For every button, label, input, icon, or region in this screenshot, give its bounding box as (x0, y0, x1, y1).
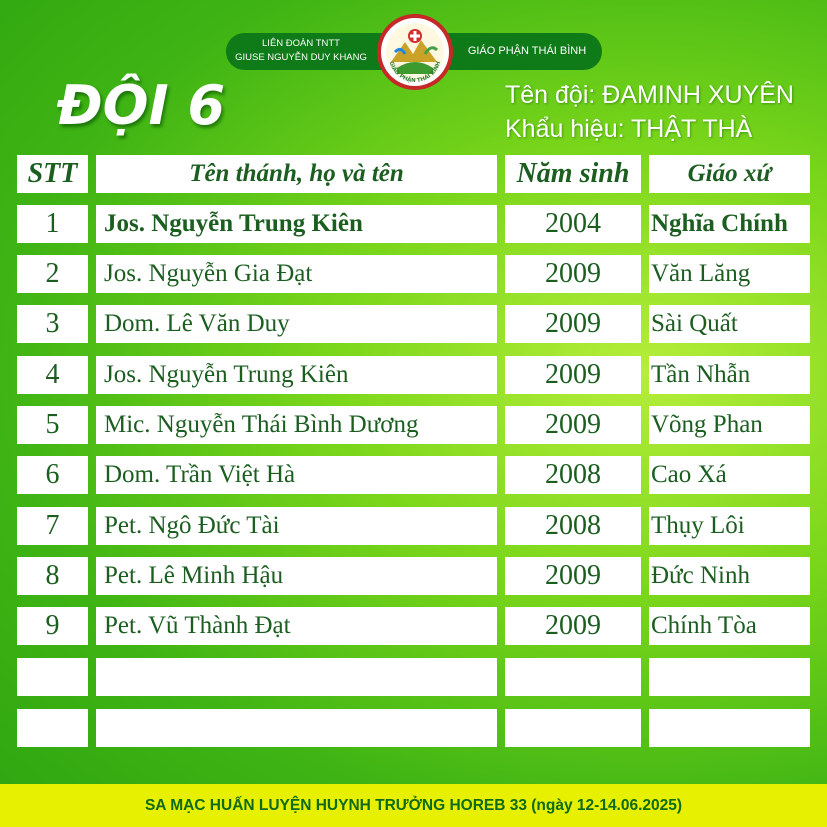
row-parish: Sài Quất (649, 305, 810, 343)
row-stt: 9 (17, 607, 88, 645)
row-parish: Văn Lăng (649, 255, 810, 293)
team-motto: Khẩu hiệu: THẬT THÀ (505, 115, 753, 143)
row-birth-year: 2009 (505, 356, 641, 394)
row-name (96, 709, 497, 747)
row-name: Mic. Nguyễn Thái Bình Dương (96, 406, 497, 444)
row-birth-year: 2009 (505, 305, 641, 343)
row-name: Pet. Vũ Thành Đạt (96, 607, 497, 645)
row-stt: 5 (17, 406, 88, 444)
row-parish: Thụy Lôi (649, 507, 810, 545)
row-stt: 3 (17, 305, 88, 343)
row-name: Jos. Nguyễn Trung Kiên (96, 356, 497, 394)
row-birth-year (505, 658, 641, 696)
row-birth-year (505, 709, 641, 747)
row-birth-year: 2009 (505, 406, 641, 444)
row-name: Jos. Nguyễn Trung Kiên (96, 205, 497, 243)
organization-line-1: LIÊN ĐOÀN TNTT (262, 38, 340, 49)
event-footer: SA MẠC HUẤN LUYỆN HUYNH TRƯỞNG HOREB 33 (ngày 12-14.06.2025) (0, 784, 827, 827)
row-parish: Đức Ninh (649, 557, 810, 595)
row-stt: 1 (17, 205, 88, 243)
row-birth-year: 2008 (505, 507, 641, 545)
header-parish: Giáo xứ (649, 155, 810, 193)
row-parish: Võng Phan (649, 406, 810, 444)
row-parish (649, 709, 810, 747)
row-parish: Cao Xá (649, 456, 810, 494)
row-birth-year: 2009 (505, 557, 641, 595)
row-parish: Tần Nhẫn (649, 356, 810, 394)
row-name: Pet. Ngô Đức Tài (96, 507, 497, 545)
row-parish (649, 658, 810, 696)
organization-name (226, 37, 376, 65)
row-name: Dom. Trần Việt Hà (96, 456, 497, 494)
row-birth-year: 2009 (505, 255, 641, 293)
logo-caption: GIÁO PHẬN THÁI BÌNH (387, 60, 443, 85)
row-name: Dom. Lê Văn Duy (96, 305, 497, 343)
team-name: Tên đội: ĐAMINH XUYÊN (505, 81, 794, 109)
header-birth-year: Năm sinh (505, 155, 641, 193)
row-birth-year: 2009 (505, 607, 641, 645)
row-stt: 2 (17, 255, 88, 293)
row-parish: Nghĩa Chính (649, 205, 810, 243)
row-stt: 6 (17, 456, 88, 494)
diocese-name: GIÁO PHẬN THÁI BÌNH (467, 45, 587, 57)
row-stt: 8 (17, 557, 88, 595)
diocese-logo-icon (375, 12, 455, 92)
row-name: Pet. Lê Minh Hậu (96, 557, 497, 595)
row-stt: 4 (17, 356, 88, 394)
row-stt: 7 (17, 507, 88, 545)
row-birth-year: 2008 (505, 456, 641, 494)
organization-line-2: GIUSE NGUYỄN DUY KHANG (235, 52, 367, 63)
row-parish: Chính Tòa (649, 607, 810, 645)
header-name: Tên thánh, họ và tên (96, 155, 497, 193)
row-stt (17, 709, 88, 747)
row-stt (17, 658, 88, 696)
row-birth-year: 2004 (505, 205, 641, 243)
row-name: Jos. Nguyễn Gia Đạt (96, 255, 497, 293)
header-stt: STT (17, 155, 88, 193)
team-number: ĐỘI 6 (57, 74, 226, 137)
row-name (96, 658, 497, 696)
